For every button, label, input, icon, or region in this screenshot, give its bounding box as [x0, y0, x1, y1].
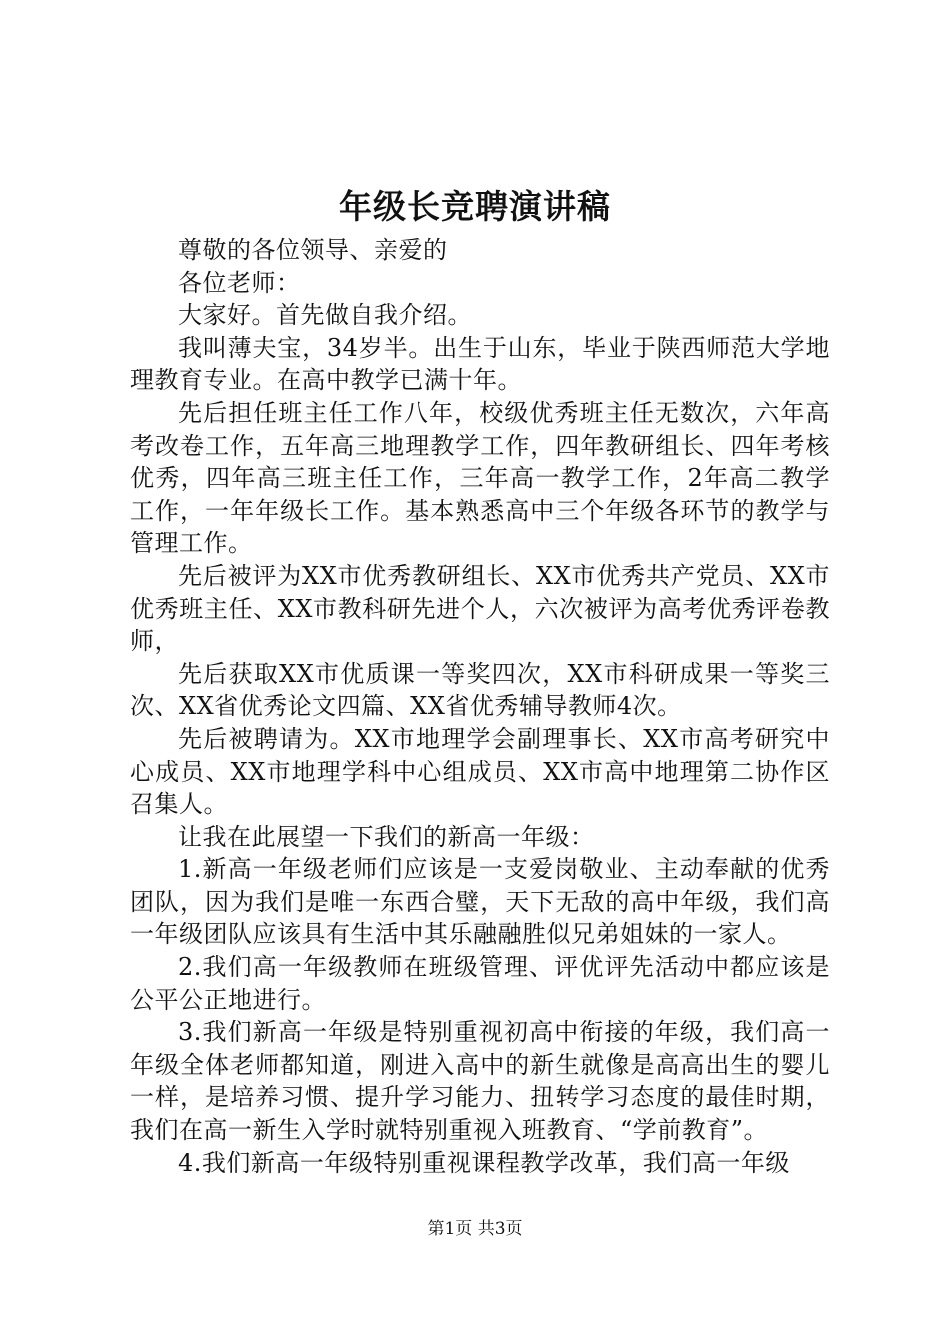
paragraph: 大家好。首先做自我介绍。: [178, 301, 472, 330]
paragraph: 3.我们新高一年级是特别重视初高中衔接的年级，我们高一年级全体老师都知道，刚进入高中的新生就像是高高出生的婴儿一样，是培养习惯、提升学习能力、扭转学习态度的最佳时期，我们在高一新生入学时就特别重视入班教育、“学前教育”。: [130, 1018, 830, 1145]
page-number-footer: 第1页 共3页: [427, 1219, 523, 1239]
paragraph: 各位老师：: [178, 268, 301, 297]
paragraph: 1.新高一年级老师们应该是一支爱岗敬业、主动奉献的优秀团队，因为我们是唯一东西合璧，天下无敌的高中年级，我们高一年级团队应该具有生活中其乐融融胜似兄弟姐妹的一家人。: [130, 855, 830, 949]
paragraph: 先后获取XX市优质课一等奖四次，XX市科研成果一等奖三次、XX省优秀论文四篇、XX省优秀辅导教师4次。: [130, 659, 830, 721]
paragraph: 先后担任班主任工作八年，校级优秀班主任无数次，六年高考改卷工作，五年高三地理教学工作，四年教研组长、四年考核优秀，四年高三班主任工作，三年高一教学工作，2年高二教学工作，一年年级长工作。基本熟悉高中三个年级各环节的教学与管理工作。: [130, 398, 830, 558]
paragraph: 让我在此展望一下我们的新高一年级：: [178, 822, 595, 851]
paragraph: 尊敬的各位领导、亲爱的: [178, 236, 448, 264]
document-body: [130, 234, 830, 1179]
document-title: 年级长竞聘演讲稿: [339, 187, 611, 226]
paragraph: 先后被聘请为。XX市地理学会副理事长、XX市高考研究中心成员、XX市地理学科中心组成员、XX市高中地理第二协作区召集人。: [130, 724, 830, 819]
paragraph: 2.我们高一年级教师在班级管理、评优评先活动中都应该是公平公正地进行。: [130, 953, 830, 1014]
paragraph: 我叫薄夫宝，34岁半。出生于山东，毕业于陕西师范大学地理教育专业。在高中教学已满十年。: [130, 333, 830, 395]
paragraph: 先后被评为XX市优秀教研组长、XX市优秀共产党员、XX市优秀班主任、XX市教科研先进个人，六次被评为高考优秀评卷教师，: [130, 561, 830, 656]
paragraph: 4.我们新高一年级特别重视课程教学改革，我们高一年级: [178, 1148, 790, 1177]
